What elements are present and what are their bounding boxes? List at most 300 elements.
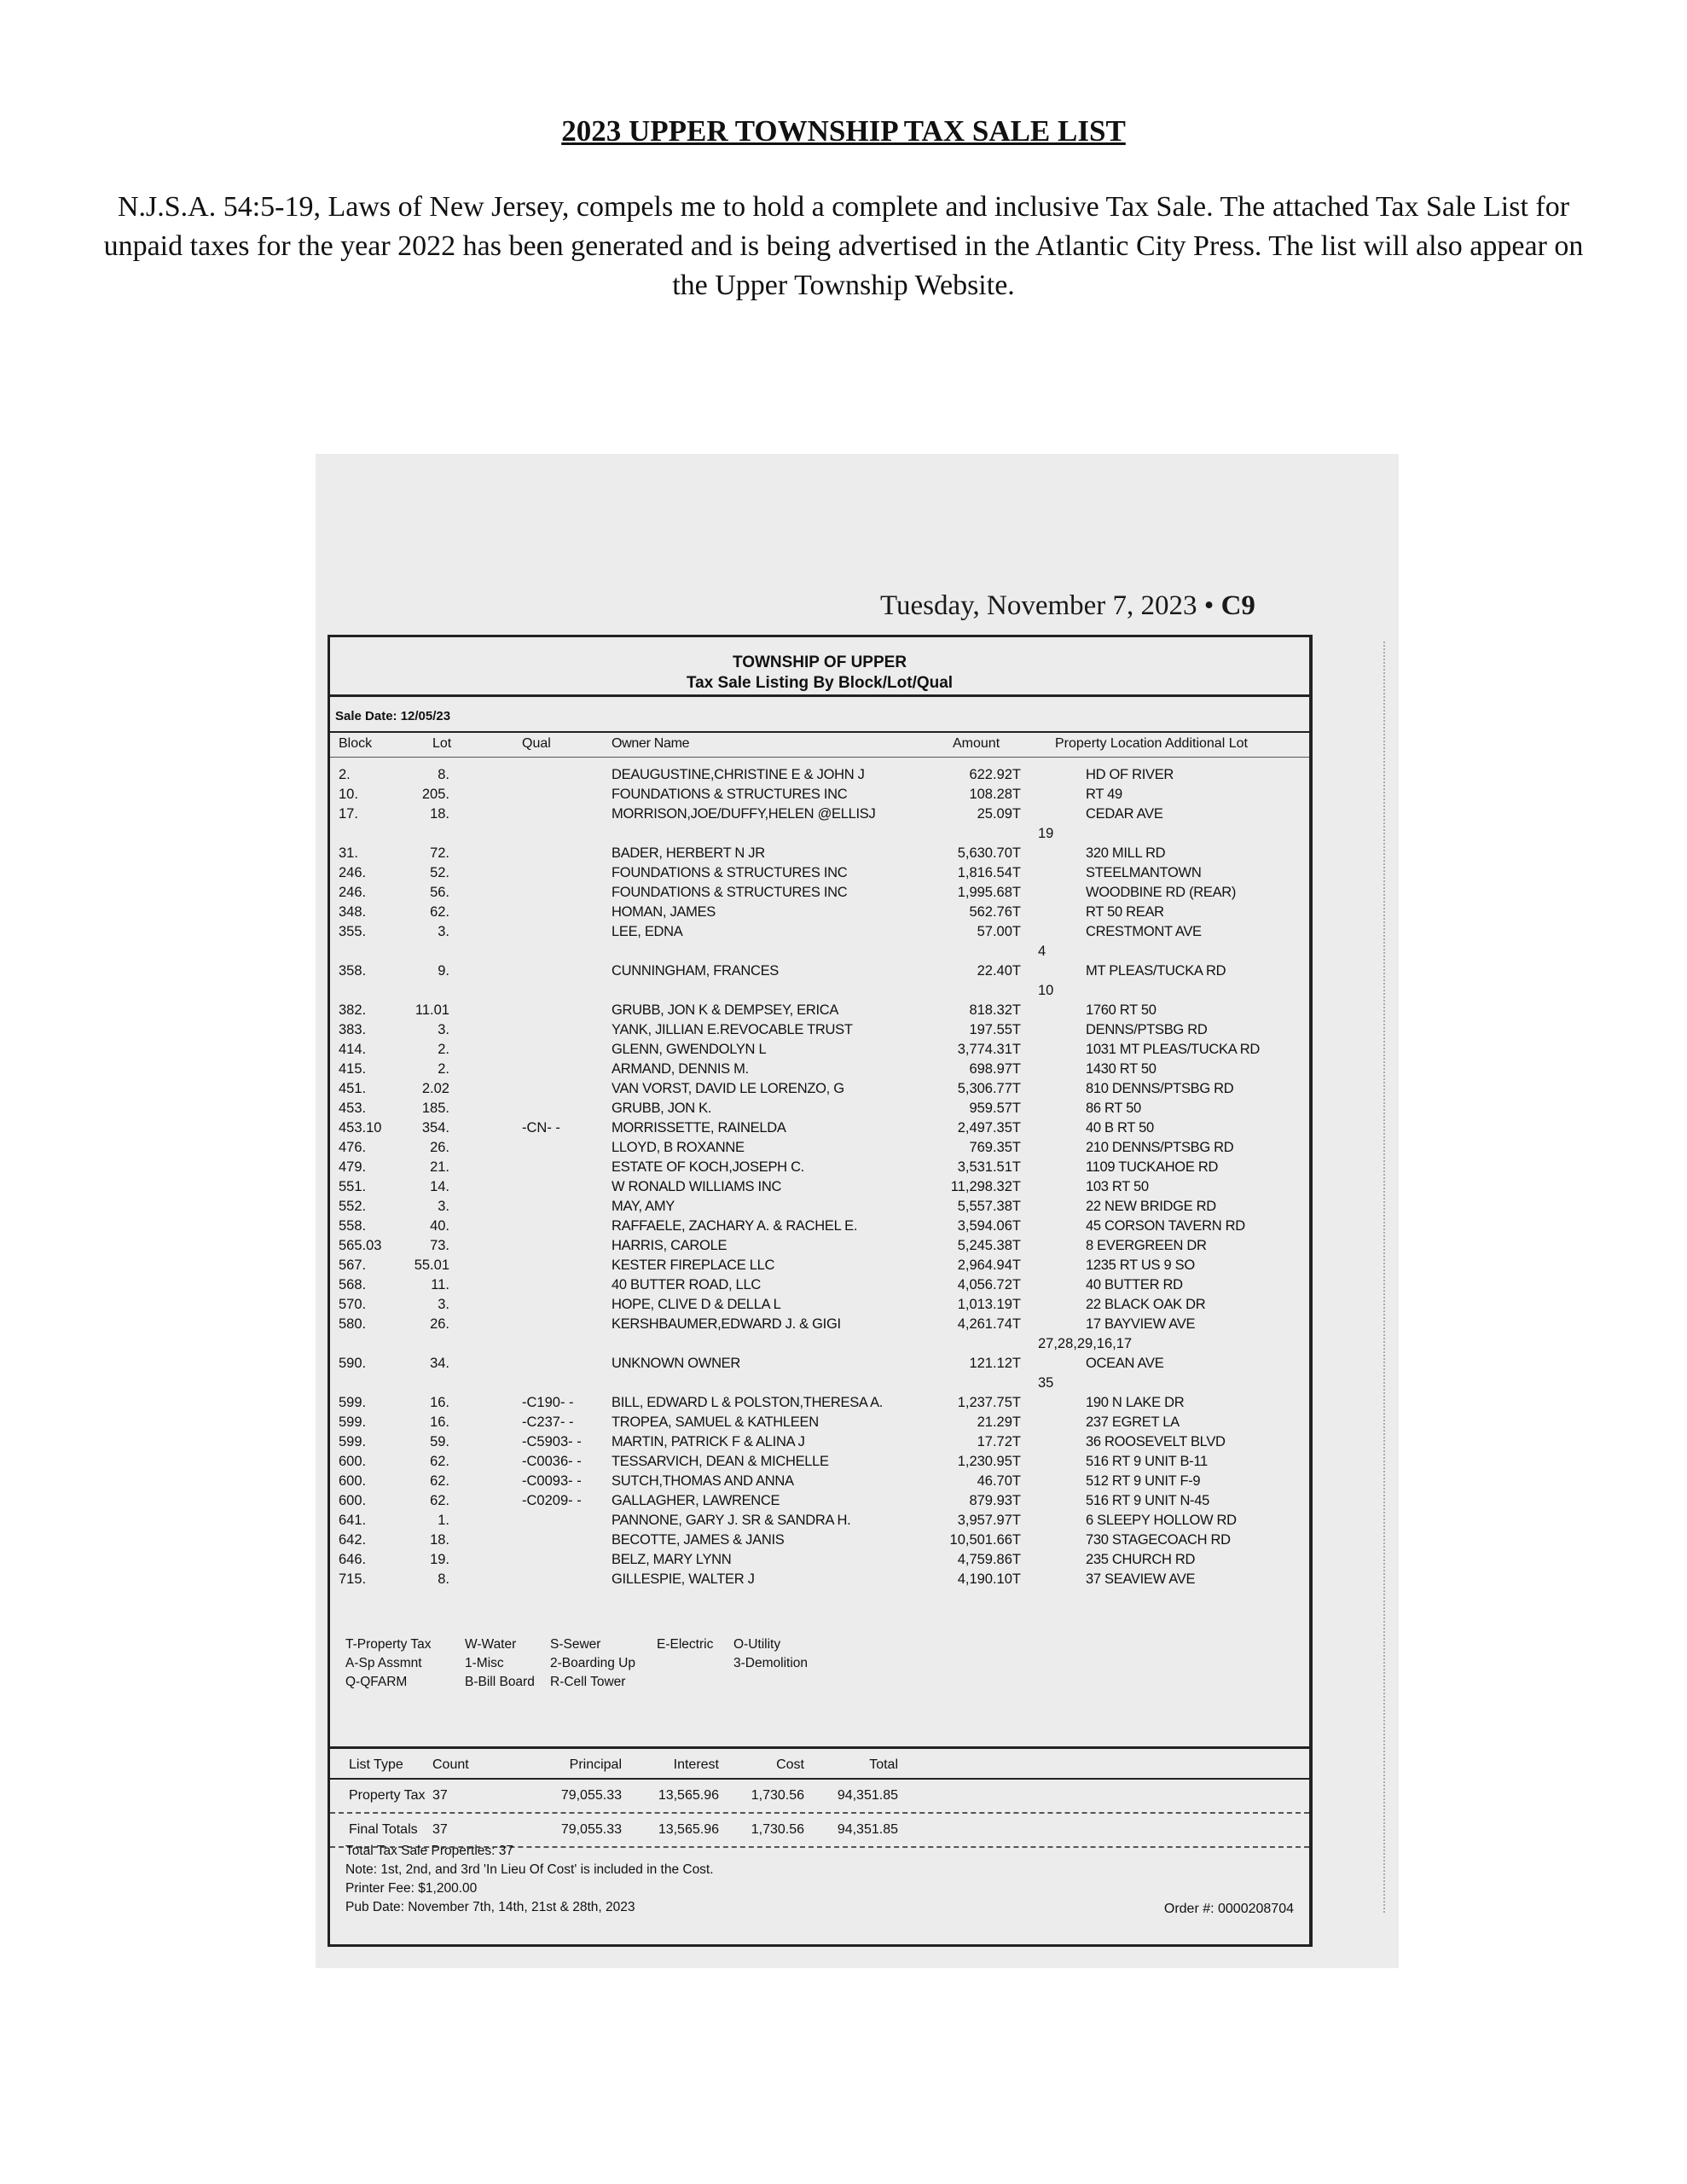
cell-lot: 62. xyxy=(430,1473,449,1489)
cell-additional-lot: 10 xyxy=(1038,983,1054,998)
totals-col-interest: Interest xyxy=(673,1757,719,1772)
cell-lot: 3. xyxy=(438,1022,449,1037)
cell-owner: HARRIS, CAROLE xyxy=(612,1238,728,1253)
cell-owner: GLENN, GWENDOLYN L xyxy=(612,1042,767,1057)
cell-owner: FOUNDATIONS & STRUCTURES INC xyxy=(612,787,848,802)
totals-cell-cost: 1,730.56 xyxy=(751,1788,804,1803)
additional-lot-row xyxy=(330,1336,1309,1356)
cell-amount: 57.00T xyxy=(977,924,1021,939)
table-row xyxy=(330,1022,1309,1042)
table-row xyxy=(330,1454,1309,1473)
cell-lot: 9. xyxy=(438,963,449,979)
totals-table xyxy=(330,1746,1309,1848)
table-row xyxy=(330,1473,1309,1493)
cell-amount: 4,261.74T xyxy=(957,1316,1021,1332)
table-row xyxy=(330,904,1309,924)
totals-col-count: Count xyxy=(432,1757,469,1772)
cell-block: 551. xyxy=(339,1179,367,1194)
table-row xyxy=(330,1218,1309,1238)
cell-block: 451. xyxy=(339,1081,367,1096)
legend-item: B-Bill Board xyxy=(465,1675,535,1689)
cell-lot: 16. xyxy=(430,1414,449,1430)
cell-location: 320 MILL RD xyxy=(1086,845,1166,861)
legend-item: 3-Demolition xyxy=(733,1656,809,1670)
cell-amount: 1,816.54T xyxy=(957,865,1021,880)
printer-fee: Printer Fee: $1,200.00 xyxy=(345,1881,478,1896)
cell-lot: 1. xyxy=(438,1513,449,1528)
listing-footer xyxy=(345,1842,1301,1917)
legend-item xyxy=(657,1673,733,1692)
listing-header-subtitle: Tax Sale Listing By Block/Lot/Qual xyxy=(686,674,954,692)
totals-col-list-type: List Type xyxy=(349,1757,403,1772)
cell-amount: 818.32T xyxy=(969,1002,1021,1018)
cell-owner: MORRISSETTE, RAINELDA xyxy=(612,1120,786,1136)
scan-edge xyxy=(1383,642,1394,1913)
table-row xyxy=(330,1532,1309,1552)
cell-location: 516 RT 9 UNIT N-45 xyxy=(1086,1493,1210,1508)
cell-additional-lot: 4 xyxy=(1038,944,1046,959)
tax-sale-listing xyxy=(328,635,1313,1947)
cell-block: 568. xyxy=(339,1277,367,1292)
totals-cell-total: 94,351.85 xyxy=(837,1822,898,1837)
cell-lot: 19. xyxy=(430,1552,449,1567)
cell-lot: 55.01 xyxy=(414,1258,449,1273)
cell-lot: 8. xyxy=(438,767,449,782)
cell-amount: 10,501.66T xyxy=(949,1532,1021,1548)
column-headers xyxy=(330,731,1309,758)
cell-amount: 17.72T xyxy=(977,1434,1021,1449)
cell-amount: 21.29T xyxy=(977,1414,1021,1430)
cell-amount: 3,531.51T xyxy=(957,1159,1021,1175)
cell-amount: 1,237.75T xyxy=(957,1395,1021,1410)
cell-owner: FOUNDATIONS & STRUCTURES INC xyxy=(612,865,848,880)
cell-lot: 52. xyxy=(430,865,449,880)
cell-block: 642. xyxy=(339,1532,367,1548)
cell-lot: 72. xyxy=(430,845,449,861)
cell-location: 36 ROOSEVELT BLVD xyxy=(1086,1434,1226,1449)
table-row xyxy=(330,1081,1309,1101)
table-row xyxy=(330,1101,1309,1120)
table-row xyxy=(330,1179,1309,1199)
cell-block: 600. xyxy=(339,1493,367,1508)
cell-block: 476. xyxy=(339,1140,367,1155)
cell-amount: 3,957.97T xyxy=(957,1513,1021,1528)
totals-row xyxy=(330,1780,1309,1814)
cell-owner: BELZ, MARY LYNN xyxy=(612,1552,732,1567)
cell-qual: -C190- - xyxy=(522,1395,574,1410)
cell-owner: VAN VORST, DAVID LE LORENZO, G xyxy=(612,1081,844,1096)
cell-amount: 25.09T xyxy=(977,806,1021,822)
col-block: Block xyxy=(339,736,373,751)
totals-cell-interest: 13,565.96 xyxy=(658,1822,719,1837)
cell-qual: -C0209- - xyxy=(522,1493,582,1508)
intro-paragraph: N.J.S.A. 54:5-19, Laws of New Jersey, compels me to hold a complete and inclusive Tax Sale. The attached Tax Sale List for unpaid taxes for the year 2022 has been generated and is being advertised in the Atlantic City Press. The list will also appear on the Upper Township Website. xyxy=(103,191,1584,301)
cell-location: 86 RT 50 xyxy=(1086,1101,1141,1116)
cell-amount: 769.35T xyxy=(969,1140,1021,1155)
cell-qual: -C0036- - xyxy=(522,1454,582,1469)
totals-cell-interest: 13,565.96 xyxy=(658,1788,719,1803)
col-amount: Amount xyxy=(953,736,1000,751)
legend-row xyxy=(345,1654,836,1673)
legend-row xyxy=(345,1635,836,1654)
table-row xyxy=(330,1120,1309,1140)
cell-lot: 62. xyxy=(430,1454,449,1469)
cell-owner: HOMAN, JAMES xyxy=(612,904,716,920)
cell-amount: 5,245.38T xyxy=(957,1238,1021,1253)
cell-lot: 62. xyxy=(430,1493,449,1508)
cell-lot: 18. xyxy=(430,806,449,822)
cell-block: 453. xyxy=(339,1101,367,1116)
cell-qual: -C5903- - xyxy=(522,1434,582,1449)
table-row xyxy=(330,865,1309,885)
cell-amount: 1,995.68T xyxy=(957,885,1021,900)
col-location: Property Location Additional Lot xyxy=(1055,736,1248,751)
cell-location: 730 STAGECOACH RD xyxy=(1086,1532,1231,1548)
legend-item: A-Sp Assmnt xyxy=(345,1656,422,1670)
cell-block: 415. xyxy=(339,1061,367,1077)
legend-item xyxy=(733,1673,836,1692)
cell-location: DENNS/PTSBG RD xyxy=(1086,1022,1208,1037)
cell-block: 358. xyxy=(339,963,367,979)
cell-owner: UNKNOWN OWNER xyxy=(612,1356,741,1371)
cell-owner: GILLESPIE, WALTER J xyxy=(612,1571,755,1587)
cell-location: 45 CORSON TAVERN RD xyxy=(1086,1218,1245,1234)
cell-lot: 354. xyxy=(421,1120,449,1136)
cell-lot: 40. xyxy=(430,1218,449,1234)
cell-block: 567. xyxy=(339,1258,367,1273)
cell-lot: 2.02 xyxy=(421,1081,449,1096)
cell-owner: DEAUGUSTINE,CHRISTINE E & JOHN J xyxy=(612,767,865,782)
cell-block: 580. xyxy=(339,1316,367,1332)
cell-amount: 3,594.06T xyxy=(957,1218,1021,1234)
table-row xyxy=(330,1395,1309,1414)
cell-lot: 18. xyxy=(430,1532,449,1548)
cell-owner: YANK, JILLIAN E.REVOCABLE TRUST xyxy=(612,1022,853,1037)
cell-amount: 197.55T xyxy=(969,1022,1021,1037)
totals-col-principal: Principal xyxy=(569,1757,622,1772)
additional-lot-row xyxy=(330,826,1309,845)
legend-item: E-Electric xyxy=(657,1637,714,1652)
legend xyxy=(345,1635,836,1692)
cell-block: 599. xyxy=(339,1434,367,1449)
cell-amount: 5,557.38T xyxy=(957,1199,1021,1214)
cell-owner: HOPE, CLIVE D & DELLA L xyxy=(612,1297,781,1312)
cell-amount: 562.76T xyxy=(969,904,1021,920)
totals-cell-count: 37 xyxy=(432,1822,448,1837)
cell-location: 810 DENNS/PTSBG RD xyxy=(1086,1081,1234,1096)
cell-block: 10. xyxy=(339,787,358,802)
cell-location: 1109 TUCKAHOE RD xyxy=(1086,1159,1219,1175)
cell-amount: 108.28T xyxy=(969,787,1021,802)
additional-lot-row xyxy=(330,983,1309,1002)
page-title: 2023 UPPER TOWNSHIP TAX SALE LIST xyxy=(561,114,1126,148)
totals-cell-total: 94,351.85 xyxy=(837,1788,898,1803)
cell-block: 715. xyxy=(339,1571,367,1587)
cell-owner: CUNNINGHAM, FRANCES xyxy=(612,963,779,979)
table-row xyxy=(330,1571,1309,1591)
cell-amount: 4,190.10T xyxy=(957,1571,1021,1587)
cell-owner: RAFFAELE, ZACHARY A. & RACHEL E. xyxy=(612,1218,858,1234)
legend-item: S-Sewer xyxy=(550,1637,601,1652)
table-row xyxy=(330,1434,1309,1454)
additional-lot-row xyxy=(330,1375,1309,1395)
cell-location: 40 B RT 50 xyxy=(1086,1120,1154,1136)
legend-item: Q-QFARM xyxy=(345,1675,408,1689)
cell-location: 512 RT 9 UNIT F-9 xyxy=(1086,1473,1201,1489)
cell-lot: 59. xyxy=(430,1434,449,1449)
col-qual: Qual xyxy=(522,736,551,751)
cell-amount: 11,298.32T xyxy=(950,1179,1021,1194)
table-row xyxy=(330,806,1309,826)
cell-lot: 185. xyxy=(421,1101,449,1116)
cell-location: 210 DENNS/PTSBG RD xyxy=(1086,1140,1234,1155)
page-number: C9 xyxy=(1220,590,1255,621)
total-properties: Total Tax Sale Properties: 37 xyxy=(345,1844,514,1858)
cell-owner: BILL, EDWARD L & POLSTON,THERESA A. xyxy=(612,1395,884,1410)
totals-body xyxy=(330,1780,1309,1848)
dateline xyxy=(880,590,1255,622)
cell-block: 599. xyxy=(339,1395,367,1410)
cell-block: 600. xyxy=(339,1473,367,1489)
cell-owner: MARTIN, PATRICK F & ALINA J xyxy=(612,1434,805,1449)
listing-header-title: TOWNSHIP OF UPPER xyxy=(732,653,907,671)
totals-col-total: Total xyxy=(869,1757,898,1772)
cell-lot: 8. xyxy=(438,1571,449,1587)
cell-owner: FOUNDATIONS & STRUCTURES INC xyxy=(612,885,848,900)
cell-block: 646. xyxy=(339,1552,367,1567)
cell-location: WOODBINE RD (REAR) xyxy=(1086,885,1237,900)
cell-block: 382. xyxy=(339,1002,367,1018)
table-row xyxy=(330,1277,1309,1297)
cell-location: 40 BUTTER RD xyxy=(1086,1277,1183,1292)
table-row xyxy=(330,1552,1309,1571)
cell-location: 516 RT 9 UNIT B-11 xyxy=(1086,1454,1208,1469)
table-row xyxy=(330,885,1309,904)
cell-block: 453.10 xyxy=(339,1120,382,1136)
table-row xyxy=(330,963,1309,983)
cell-location: 190 N LAKE DR xyxy=(1086,1395,1185,1410)
cell-block: 590. xyxy=(339,1356,367,1371)
table-row xyxy=(330,1140,1309,1159)
cell-location: OCEAN AVE xyxy=(1086,1356,1164,1371)
cell-location: 235 CHURCH RD xyxy=(1086,1552,1196,1567)
cell-amount: 2,497.35T xyxy=(957,1120,1021,1136)
cell-owner: KESTER FIREPLACE LLC xyxy=(612,1258,775,1273)
cell-lot: 26. xyxy=(430,1316,449,1332)
cell-owner: 40 BUTTER ROAD, LLC xyxy=(612,1277,761,1292)
cell-amount: 2,964.94T xyxy=(957,1258,1021,1273)
order-number: Order #: 0000208704 xyxy=(1163,1902,1294,1916)
cell-amount: 46.70T xyxy=(977,1473,1021,1489)
cell-lot: 56. xyxy=(430,885,449,900)
cell-lot: 26. xyxy=(430,1140,449,1155)
totals-cell-principal: 79,055.33 xyxy=(560,1788,622,1803)
cell-location: 1760 RT 50 xyxy=(1086,1002,1157,1018)
cell-block: 31. xyxy=(339,845,358,861)
legend-item: T-Property Tax xyxy=(345,1637,432,1652)
cell-location: 17 BAYVIEW AVE xyxy=(1086,1316,1196,1332)
cell-lot: 14. xyxy=(430,1179,449,1194)
cell-location: 8 EVERGREEN DR xyxy=(1086,1238,1207,1253)
legend-item: O-Utility xyxy=(733,1637,781,1652)
table-row xyxy=(330,1199,1309,1218)
table-row xyxy=(330,1316,1309,1336)
cell-amount: 4,056.72T xyxy=(957,1277,1021,1292)
cell-owner: BECOTTE, JAMES & JANIS xyxy=(612,1532,785,1548)
col-lot: Lot xyxy=(432,736,452,751)
cell-additional-lot: 19 xyxy=(1038,826,1054,841)
totals-cell-list-type: Property Tax xyxy=(349,1788,426,1803)
cell-owner: GRUBB, JON K & DEMPSEY, ERICA xyxy=(612,1002,839,1018)
cell-location: HD OF RIVER xyxy=(1086,767,1174,782)
cell-owner: GRUBB, JON K. xyxy=(612,1101,712,1116)
cell-lot: 16. xyxy=(430,1395,449,1410)
pub-date: Pub Date: November 7th, 14th, 21st & 28th, 2023 xyxy=(345,1900,635,1914)
cell-owner: BADER, HERBERT N JR xyxy=(612,845,765,861)
cell-block: 17. xyxy=(339,806,358,822)
cell-amount: 22.40T xyxy=(977,963,1021,979)
cell-qual: -C237- - xyxy=(522,1414,574,1430)
totals-cell-count: 37 xyxy=(432,1788,448,1803)
cell-block: 479. xyxy=(339,1159,367,1175)
table-row xyxy=(330,1513,1309,1532)
cell-block: 246. xyxy=(339,865,367,880)
cell-lot: 11. xyxy=(431,1277,449,1292)
cell-location: CRESTMONT AVE xyxy=(1086,924,1202,939)
col-owner: Owner Name xyxy=(612,736,690,751)
table-row xyxy=(330,1159,1309,1179)
cell-owner: KERSHBAUMER,EDWARD J. & GIGI xyxy=(612,1316,841,1332)
listing-rows xyxy=(330,767,1309,1591)
cell-block: 552. xyxy=(339,1199,367,1214)
totals-col-cost: Cost xyxy=(776,1757,804,1772)
listing-header xyxy=(330,637,1309,697)
cell-owner: TESSARVICH, DEAN & MICHELLE xyxy=(612,1454,829,1469)
cell-lot: 21. xyxy=(430,1159,449,1175)
cell-location: 37 SEAVIEW AVE xyxy=(1086,1571,1196,1587)
cell-block: 383. xyxy=(339,1022,367,1037)
cell-qual: -C0093- - xyxy=(522,1473,582,1489)
legend-item: 2-Boarding Up xyxy=(550,1656,635,1670)
cell-location: 22 NEW BRIDGE RD xyxy=(1086,1199,1216,1214)
legend-row xyxy=(345,1673,836,1692)
cell-lot: 3. xyxy=(438,924,449,939)
cell-owner: LEE, EDNA xyxy=(612,924,683,939)
cell-owner: ARMAND, DENNIS M. xyxy=(612,1061,749,1077)
totals-header xyxy=(330,1749,1309,1780)
newspaper-clipping xyxy=(316,454,1399,1968)
cell-amount: 698.97T xyxy=(969,1061,1021,1077)
cell-location: RT 50 REAR xyxy=(1086,904,1164,920)
cell-block: 558. xyxy=(339,1218,367,1234)
cell-lot: 73. xyxy=(430,1238,449,1253)
table-row xyxy=(330,1042,1309,1061)
cell-owner: MAY, AMY xyxy=(612,1199,675,1214)
cell-block: 414. xyxy=(339,1042,367,1057)
cell-block: 600. xyxy=(339,1454,367,1469)
table-row xyxy=(330,1414,1309,1434)
cell-location: 6 SLEEPY HOLLOW RD xyxy=(1086,1513,1237,1528)
cell-block: 246. xyxy=(339,885,367,900)
cell-amount: 959.57T xyxy=(969,1101,1021,1116)
cell-owner: SUTCH,THOMAS AND ANNA xyxy=(612,1473,794,1489)
cell-amount: 5,306.77T xyxy=(957,1081,1021,1096)
cell-location: 1430 RT 50 xyxy=(1086,1061,1157,1077)
cell-amount: 622.92T xyxy=(969,767,1021,782)
table-row xyxy=(330,1297,1309,1316)
cell-amount: 4,759.86T xyxy=(957,1552,1021,1567)
cell-lot: 205. xyxy=(421,787,449,802)
cell-owner: MORRISON,JOE/DUFFY,HELEN @ELLISJ xyxy=(612,806,876,822)
cost-note: Note: 1st, 2nd, and 3rd 'In Lieu Of Cost' is included in the Cost. xyxy=(345,1862,714,1877)
cell-owner: LLOYD, B ROXANNE xyxy=(612,1140,745,1155)
cell-lot: 2. xyxy=(438,1042,449,1057)
cell-lot: 3. xyxy=(438,1297,449,1312)
cell-owner: GALLAGHER, LAWRENCE xyxy=(612,1493,780,1508)
cell-owner: PANNONE, GARY J. SR & SANDRA H. xyxy=(612,1513,851,1528)
totals-cell-cost: 1,730.56 xyxy=(751,1822,804,1837)
table-row xyxy=(330,1493,1309,1513)
cell-block: 2. xyxy=(339,767,351,782)
legend-item xyxy=(657,1654,733,1673)
cell-amount: 5,630.70T xyxy=(957,845,1021,861)
cell-location: MT PLEAS/TUCKA RD xyxy=(1086,963,1226,979)
cell-additional-lot: 27,28,29,16,17 xyxy=(1038,1336,1133,1351)
table-row xyxy=(330,1356,1309,1375)
cell-location: CEDAR AVE xyxy=(1086,806,1163,822)
totals-cell-principal: 79,055.33 xyxy=(560,1822,622,1837)
cell-block: 570. xyxy=(339,1297,367,1312)
legend-item: 1-Misc xyxy=(465,1656,504,1670)
table-row xyxy=(330,845,1309,865)
cell-owner: TROPEA, SAMUEL & KATHLEEN xyxy=(612,1414,819,1430)
table-row xyxy=(330,1002,1309,1022)
cell-owner: ESTATE OF KOCH,JOSEPH C. xyxy=(612,1159,804,1175)
cell-lot: 62. xyxy=(430,904,449,920)
cell-block: 641. xyxy=(339,1513,367,1528)
cell-owner: W RONALD WILLIAMS INC xyxy=(612,1179,782,1194)
table-row xyxy=(330,924,1309,944)
cell-amount: 1,013.19T xyxy=(957,1297,1021,1312)
cell-lot: 11.01 xyxy=(415,1002,449,1018)
cell-amount: 121.12T xyxy=(969,1356,1021,1371)
table-row xyxy=(330,1061,1309,1081)
legend-item: W-Water xyxy=(465,1637,517,1652)
table-row xyxy=(330,1238,1309,1258)
cell-location: 1235 RT US 9 SO xyxy=(1086,1258,1195,1273)
cell-location: 103 RT 50 xyxy=(1086,1179,1149,1194)
cell-lot: 34. xyxy=(430,1356,449,1371)
cell-block: 565.03 xyxy=(339,1238,382,1253)
cell-block: 599. xyxy=(339,1414,367,1430)
cell-additional-lot: 35 xyxy=(1038,1375,1054,1391)
table-row xyxy=(330,787,1309,806)
totals-cell-list-type: Final Totals xyxy=(349,1822,418,1837)
cell-amount: 3,774.31T xyxy=(957,1042,1021,1057)
cell-location: RT 49 xyxy=(1086,787,1122,802)
table-row xyxy=(330,767,1309,787)
additional-lot-row xyxy=(330,944,1309,963)
legend-item: R-Cell Tower xyxy=(550,1675,626,1689)
cell-lot: 2. xyxy=(438,1061,449,1077)
cell-lot: 3. xyxy=(438,1199,449,1214)
cell-block: 348. xyxy=(339,904,367,920)
cell-qual: -CN- - xyxy=(522,1120,560,1136)
cell-location: 237 EGRET LA xyxy=(1086,1414,1180,1430)
cell-location: 22 BLACK OAK DR xyxy=(1086,1297,1206,1312)
cell-location: 1031 MT PLEAS/TUCKA RD xyxy=(1086,1042,1261,1057)
cell-block: 355. xyxy=(339,924,367,939)
